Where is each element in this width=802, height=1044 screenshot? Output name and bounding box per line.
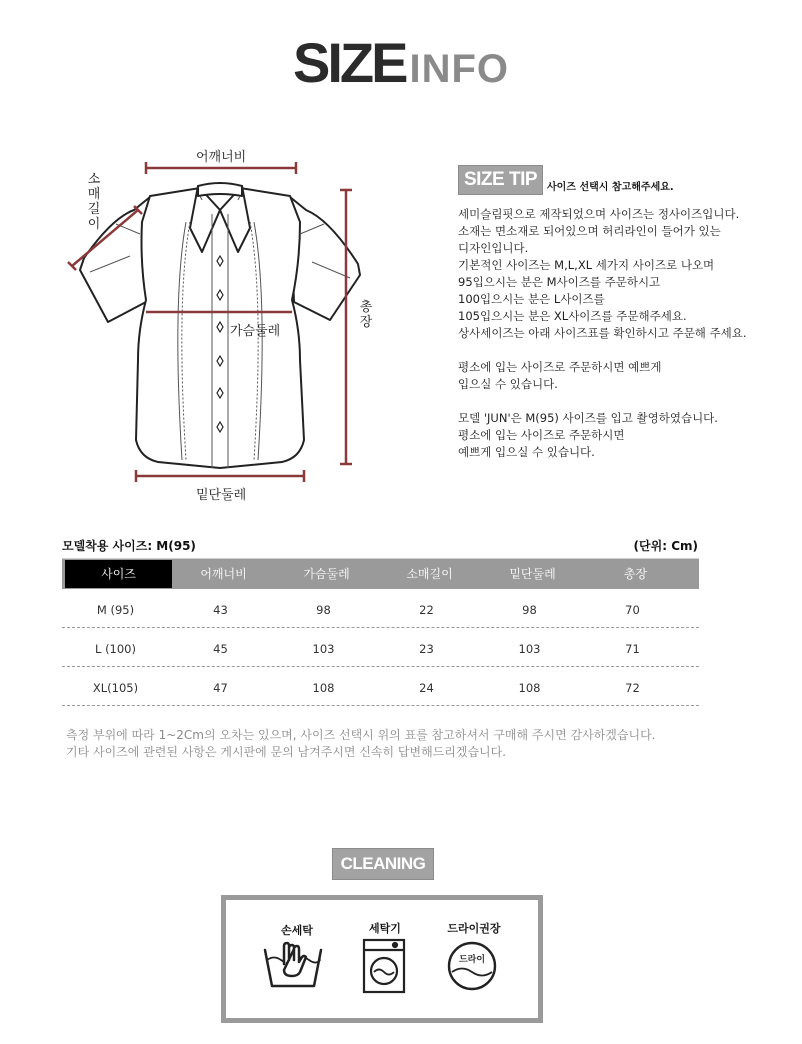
size-table (62, 558, 699, 706)
dry-clean-label: 드라이권장 (447, 922, 501, 935)
shoulder-label: 어깨너비 (196, 150, 247, 165)
header-total: 총장 (623, 567, 648, 581)
tip-line: 평소에 입는 사이즈로 주문하시면 예쁘게 (458, 360, 662, 374)
dry-clean-icon-text: 드라이 (458, 955, 486, 965)
table-cell: 23 (419, 642, 434, 656)
right-sleeve (290, 197, 360, 320)
washing-machine-icon (362, 938, 406, 994)
measurement-notes (66, 727, 655, 761)
hand-wash-icon (262, 940, 324, 990)
table-cell: 70 (625, 603, 640, 617)
tip-line: 100입으시는 분은 L사이즈를 (458, 292, 605, 306)
tip-line: 기본적인 사이즈는 M,L,XL 세가지 사이즈로 나오며 (458, 258, 715, 272)
size-tip-text (458, 206, 788, 461)
tip-line: 입으실 수 있습니다. (458, 377, 558, 391)
header-chest: 가슴둘레 (303, 567, 350, 581)
table-row (62, 667, 699, 706)
table-cell: 71 (625, 642, 640, 656)
table-cell: 24 (419, 681, 434, 695)
tip-line: 디자인입니다. (458, 241, 529, 255)
header-shoulder: 어깨너비 (200, 567, 247, 581)
header-hem: 밑단둘레 (509, 567, 556, 581)
table-cell: 98 (522, 603, 537, 617)
table-cell: M (95) (96, 603, 135, 617)
hand-wash-label: 손세탁 (281, 924, 313, 937)
tip-line: 소재는 면소재로 되어있으며 허리라인이 들어가 있는 (458, 224, 721, 238)
table-cell: L (100) (95, 642, 136, 656)
table-cell: 98 (316, 603, 331, 617)
hem-label: 밑단둘레 (196, 488, 247, 503)
table-cell: 108 (518, 681, 541, 695)
table-cell: 43 (213, 603, 228, 617)
title-info: INFO (409, 47, 509, 91)
tip-line: 평소에 입는 사이즈로 주문하시면 (458, 428, 625, 442)
size-tip-badge: SIZE TIP (458, 165, 543, 195)
table-cell: 45 (213, 642, 228, 656)
tip-line: 모델 'JUN'은 M(95) 사이즈를 입고 촬영하였습니다. (458, 411, 718, 425)
shirt-diagram (60, 140, 390, 500)
header-sleeve: 소매길이 (406, 567, 453, 581)
size-tip-caption: 사이즈 선택시 참고해주세요. (547, 182, 674, 193)
table-row (62, 628, 699, 667)
cleaning-badge: CLEANING (332, 848, 434, 880)
table-cell: 103 (312, 642, 335, 656)
washing-machine-label: 세탁기 (369, 922, 401, 935)
tip-line: 105입으시는 분은 XL사이즈를 주문해주세요. (458, 309, 687, 323)
dry-clean-icon (446, 940, 498, 992)
chest-label: 가슴둘레 (230, 324, 281, 339)
collar-band (198, 183, 242, 196)
sleeve-label: 소매길이 (87, 172, 101, 232)
tip-line: 세미슬림핏으로 제작되었으며 사이즈는 정사이즈입니다. (458, 207, 740, 221)
tip-line: 상사세이즈는 아래 사이즈표를 확인하시고 주문해 주세요. (458, 326, 747, 340)
table-cell: 22 (419, 603, 434, 617)
tip-line: 예쁘게 입으실 수 있습니다. (458, 445, 595, 459)
table-cell: 72 (625, 681, 640, 695)
total-length-label: 총장 (359, 300, 373, 330)
page-title (0, 30, 802, 96)
table-cell: 47 (213, 681, 228, 695)
title-size: SIZE (292, 31, 406, 94)
unit-label: (단위: Cm) (633, 539, 698, 553)
table-cell: 103 (518, 642, 541, 656)
model-size-label: 모델착용 사이즈: M(95) (62, 539, 196, 553)
table-row (62, 589, 699, 628)
tip-line: 95입으시는 분은 M사이즈를 주문하시고 (458, 275, 661, 289)
header-size: 사이즈 (65, 560, 172, 588)
note-line: 기타 사이즈에 관련된 사항은 게시판에 문의 남겨주시면 신속히 답변해드리겠습니다. (66, 745, 507, 759)
table-cell: 108 (312, 681, 335, 695)
note-line: 측정 부위에 따라 1~2Cm의 오차는 있으며, 사이즈 선택시 위의 표를 참고하셔서 구매해 주시면 감사하겠습니다. (66, 728, 656, 742)
table-header (62, 558, 699, 589)
table-cell: XL(105) (92, 681, 139, 695)
